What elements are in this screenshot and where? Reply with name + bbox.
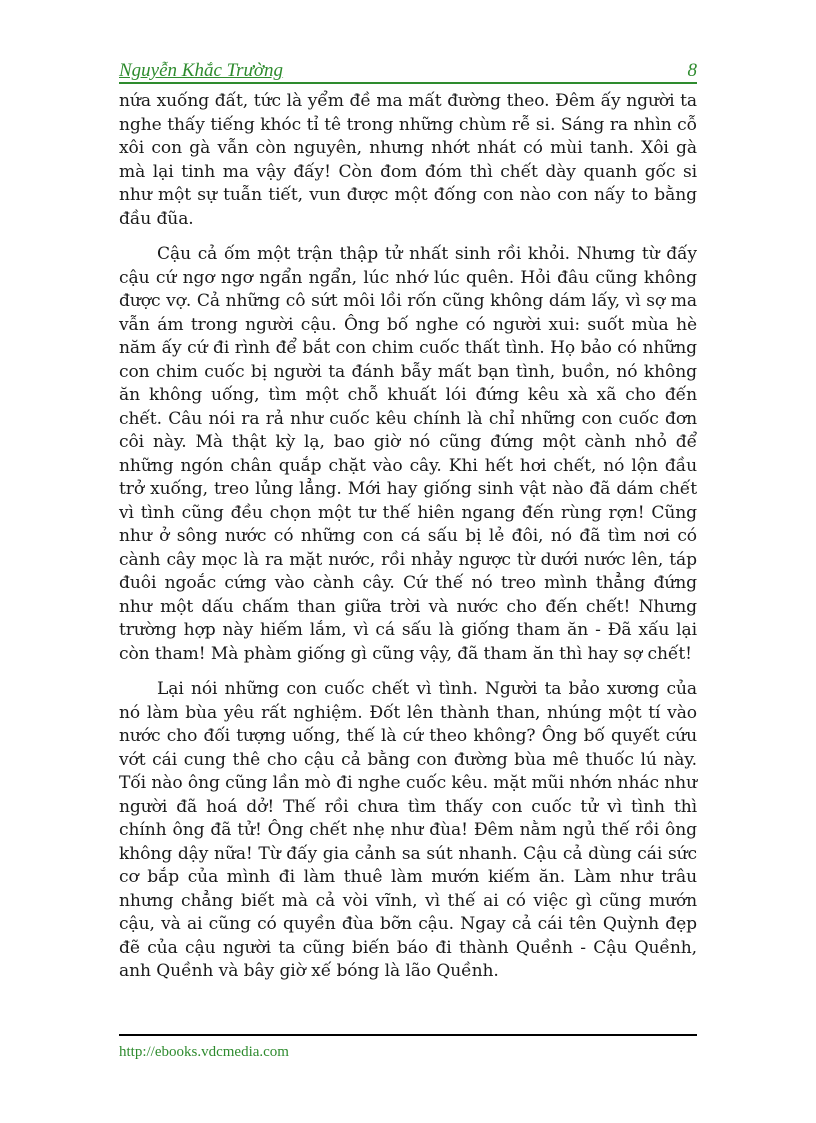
footer-url[interactable]: http://ebooks.vdcmedia.com	[119, 1044, 289, 1060]
page-number: 8	[687, 60, 697, 81]
paragraph: Lại nói những con cuốc chết vì tình. Người ta bảo xương của nó làm bùa yêu rất nghiệm. Đốt lên thành than, nhúng một tí vào nước cho đối tượng uống, thế là cứ theo không? Ông bố quyết cứu vớt cái cung thê cho cậu cả bằng con đường bùa mê thuốc lú này. Tối nào ông cũng lần mò đi nghe cuốc kêu. mặt mũi nhớn nhác như người đã hoá dở! Thế rồi chưa tìm thấy con cuốc tử vì tình thì chính ông đã tử! Ông chết nhẹ như đùa! Đêm nằm ngủ thế rồi ông không dậy nữa! Từ đấy gia cảnh sa sút nhanh. Cậu cả dùng cái sức cơ bắp của mình đi làm thuê làm mướn kiếm ăn. Làm như trâu nhưng chẳng biết mà cả vòi vĩnh, vì thế ai có việc gì cũng mướn cậu, và ai cũng có quyền đùa bỡn cậu. Ngay cả cái tên Quỳnh đẹp đẽ của cậu người ta cũng biến báo đi thành Quềnh - Cậu Quềnh, anh Quềnh và bây giờ xế bóng là lão Quềnh.	[119, 679, 697, 981]
author-name: Nguyễn Khắc Trường	[119, 60, 284, 81]
paragraph-continuation: nứa xuống đất, tức là yểm đề ma mất đường theo. Đêm ấy người ta nghe thấy tiếng khóc tỉ tê trong những chùm rễ si. Sáng ra nhìn cỗ xôi con gà vẫn còn nguyên, nhưng nhớt nhát có mùi tanh. Xôi gà mà lại tinh ma vậy đấy! Còn đom đóm thì chết dày quanh gốc si như một sự tuẫn tiết, vun được một đống con nào con nấy to bằng đầu đũa.	[119, 91, 697, 229]
page-header	[119, 60, 697, 84]
paragraph: Cậu cả ốm một trận thập tử nhất sinh rồi khỏi. Nhưng từ đấy cậu cứ ngơ ngơ ngẩn ngẩn, lúc nhớ lúc quên. Hỏi đâu cũng không được vợ. Cả những cô sứt môi lồi rốn cũng không dám lấy, vì sợ ma vẫn ám trong người cậu. Ông bố nghe có người xui: suốt mùa hè năm ấy cứ đi rình để bắt con chim cuốc thất tình. Họ bảo có những con chim cuốc bị người ta đánh bẫy mất bạn tình, buồn, nó không ăn không uống, tìm một chỗ khuất lói đứng kêu xà xã cho đến chết. Câu nói ra rả như cuốc kêu chính là chỉ những con cuốc đơn côi này. Mà thật kỳ lạ, bao giờ nó cũng đứng một cành nhỏ để những ngón chân quắp chặt vào cây. Khi hết hơi chết, nó lộn đầu trở xuống, treo lủng lẳng. Mới hay giống sinh vật nào đã dám chết vì tình cũng đều chọn một tư thế hiên ngang đến rùng rợn! Cũng như ở sông nước có những con cá sấu bị lẻ đôi, nó đã tìm nơi có cành cây mọc là ra mặt nước, rồi nhảy ngược từ dưới nước lên, táp đuôi ngoắc cứng vào cành cây. Cứ thế nó treo mình thẳng đứng như một dấu chấm than giữa trời và nước cho đến chết! Nhưng trường hợp này hiếm lắm, vì cá sấu là giống tham ăn - Đã xấu lại còn tham! Mà phàm giống gì cũng vậy, đã tham ăn thì hay sợ chết!	[119, 244, 697, 664]
body-text	[119, 90, 697, 996]
footer-divider	[119, 1034, 697, 1036]
